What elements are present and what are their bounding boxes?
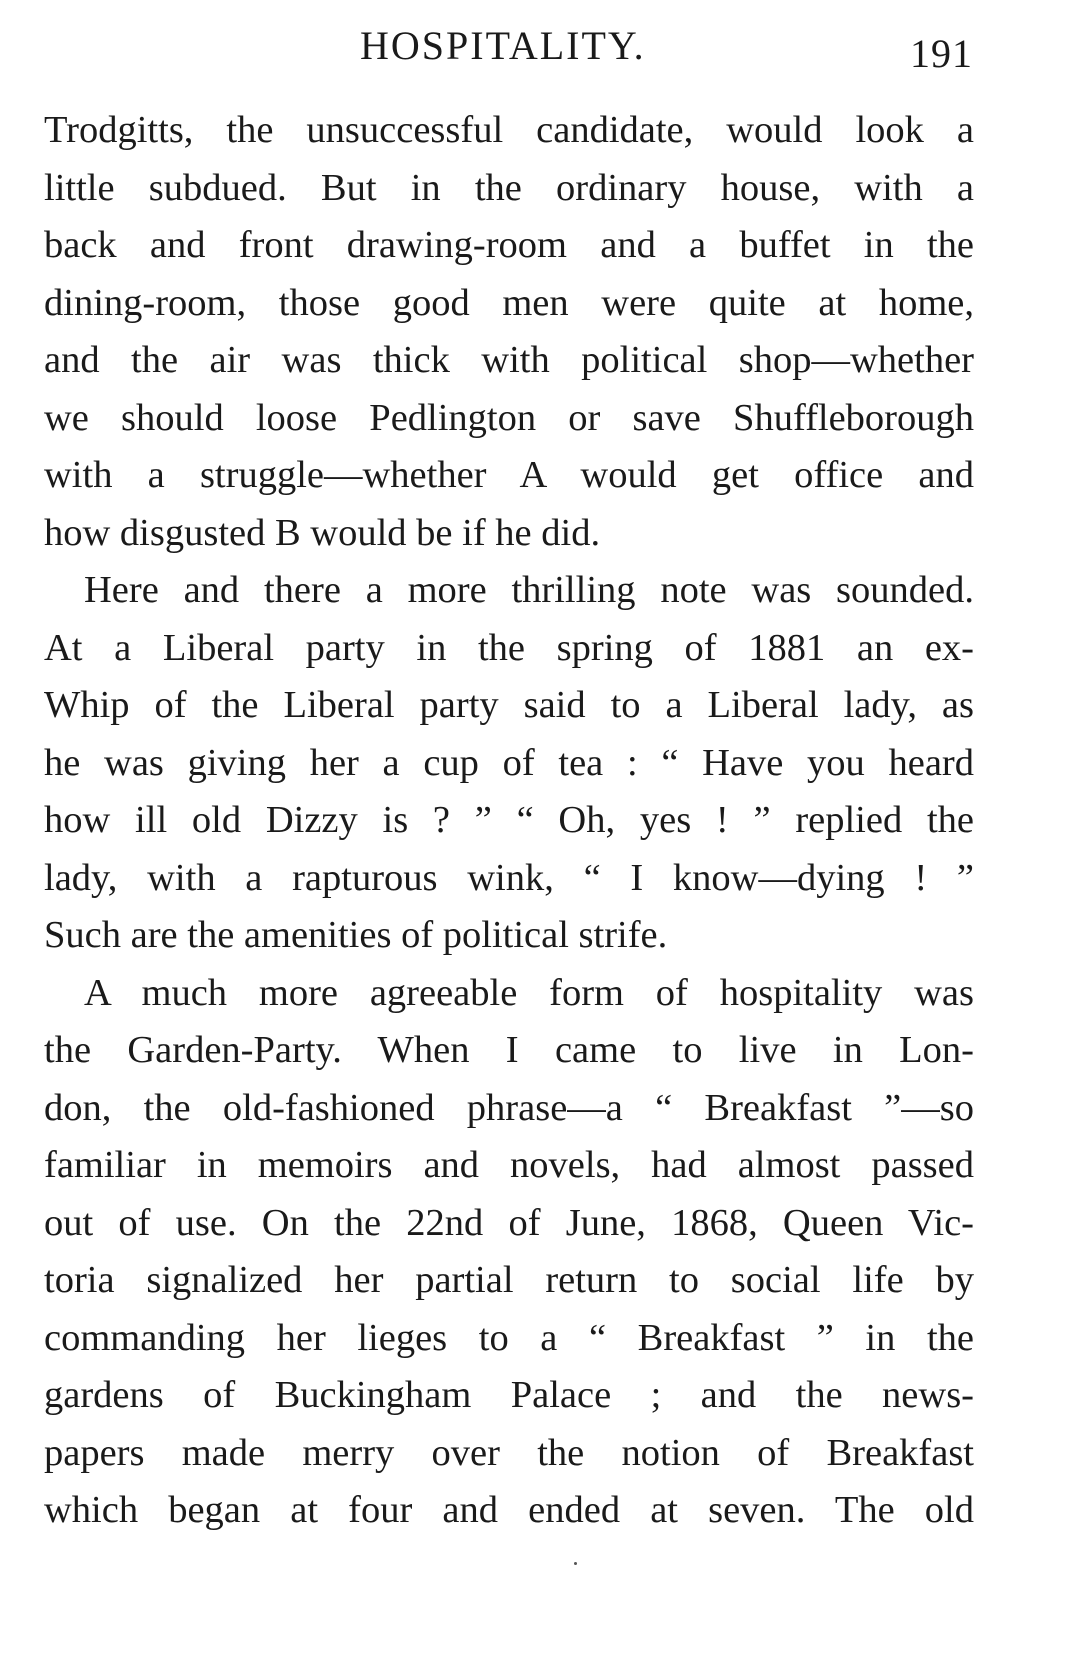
text-line: little subdued. But in the ordinary house, with a xyxy=(44,166,974,209)
text-line: with a struggle—whether A would get office and xyxy=(44,454,974,496)
body-text xyxy=(44,102,974,1540)
text-line: familiar in memoirs and novels, had almost passed xyxy=(44,1144,974,1186)
paragraph xyxy=(44,965,974,1540)
paragraph xyxy=(44,102,974,562)
text-line: dining-room, those good men were quite at home, xyxy=(44,281,974,324)
text-line: gardens of Buckingham Palace ; and the news- xyxy=(44,1374,974,1416)
text-line: don, the old-fashioned phrase—a “ Breakfast ”—so xyxy=(44,1086,974,1129)
text-line: At a Liberal party in the spring of 1881 an ex- xyxy=(44,626,974,669)
text-line: the Garden-Party. When I came to live in Lon- xyxy=(44,1029,974,1071)
text-line: Trodgitts, the unsuccessful candidate, would look a xyxy=(44,109,974,151)
text-line: back and front drawing-room and a buffet in the xyxy=(44,224,974,266)
text-line: out of use. On the 22nd of June, 1868, Queen Vic- xyxy=(44,1201,974,1244)
page-number: 191 xyxy=(910,31,973,76)
chapter-title: HOSPITALITY. xyxy=(360,23,646,68)
text-line: we should loose Pedlington or save Shuffleborough xyxy=(44,396,974,439)
text-line: toria signalized her partial return to social life by xyxy=(44,1259,974,1301)
text-line: commanding her lieges to a “ Breakfast ” in the xyxy=(44,1316,974,1359)
text-line: Such are the amenities of political strife. xyxy=(44,914,668,956)
text-line: papers made merry over the notion of Breakfast xyxy=(44,1431,974,1474)
text-line: which began at four and ended at seven. The old xyxy=(44,1489,974,1531)
text-line: how disgusted B would be if he did. xyxy=(44,511,601,554)
text-line: A much more agreeable form of hospitality was xyxy=(84,971,974,1014)
text-line: he was giving her a cup of tea : “ Have you heard xyxy=(44,741,974,784)
text-line: lady, with a rapturous wink, “ I know—dying ! ” xyxy=(44,856,974,899)
text-line: Here and there a more thrilling note was sounded. xyxy=(84,569,974,611)
paragraph xyxy=(44,562,974,965)
running-head xyxy=(0,22,1072,82)
ink-speck xyxy=(574,1562,577,1565)
text-line: and the air was thick with political shop—whether xyxy=(44,339,974,381)
text-line: how ill old Dizzy is ? ” “ Oh, yes ! ” replied the xyxy=(44,799,974,841)
text-line: Whip of the Liberal party said to a Liberal lady, as xyxy=(44,684,974,726)
